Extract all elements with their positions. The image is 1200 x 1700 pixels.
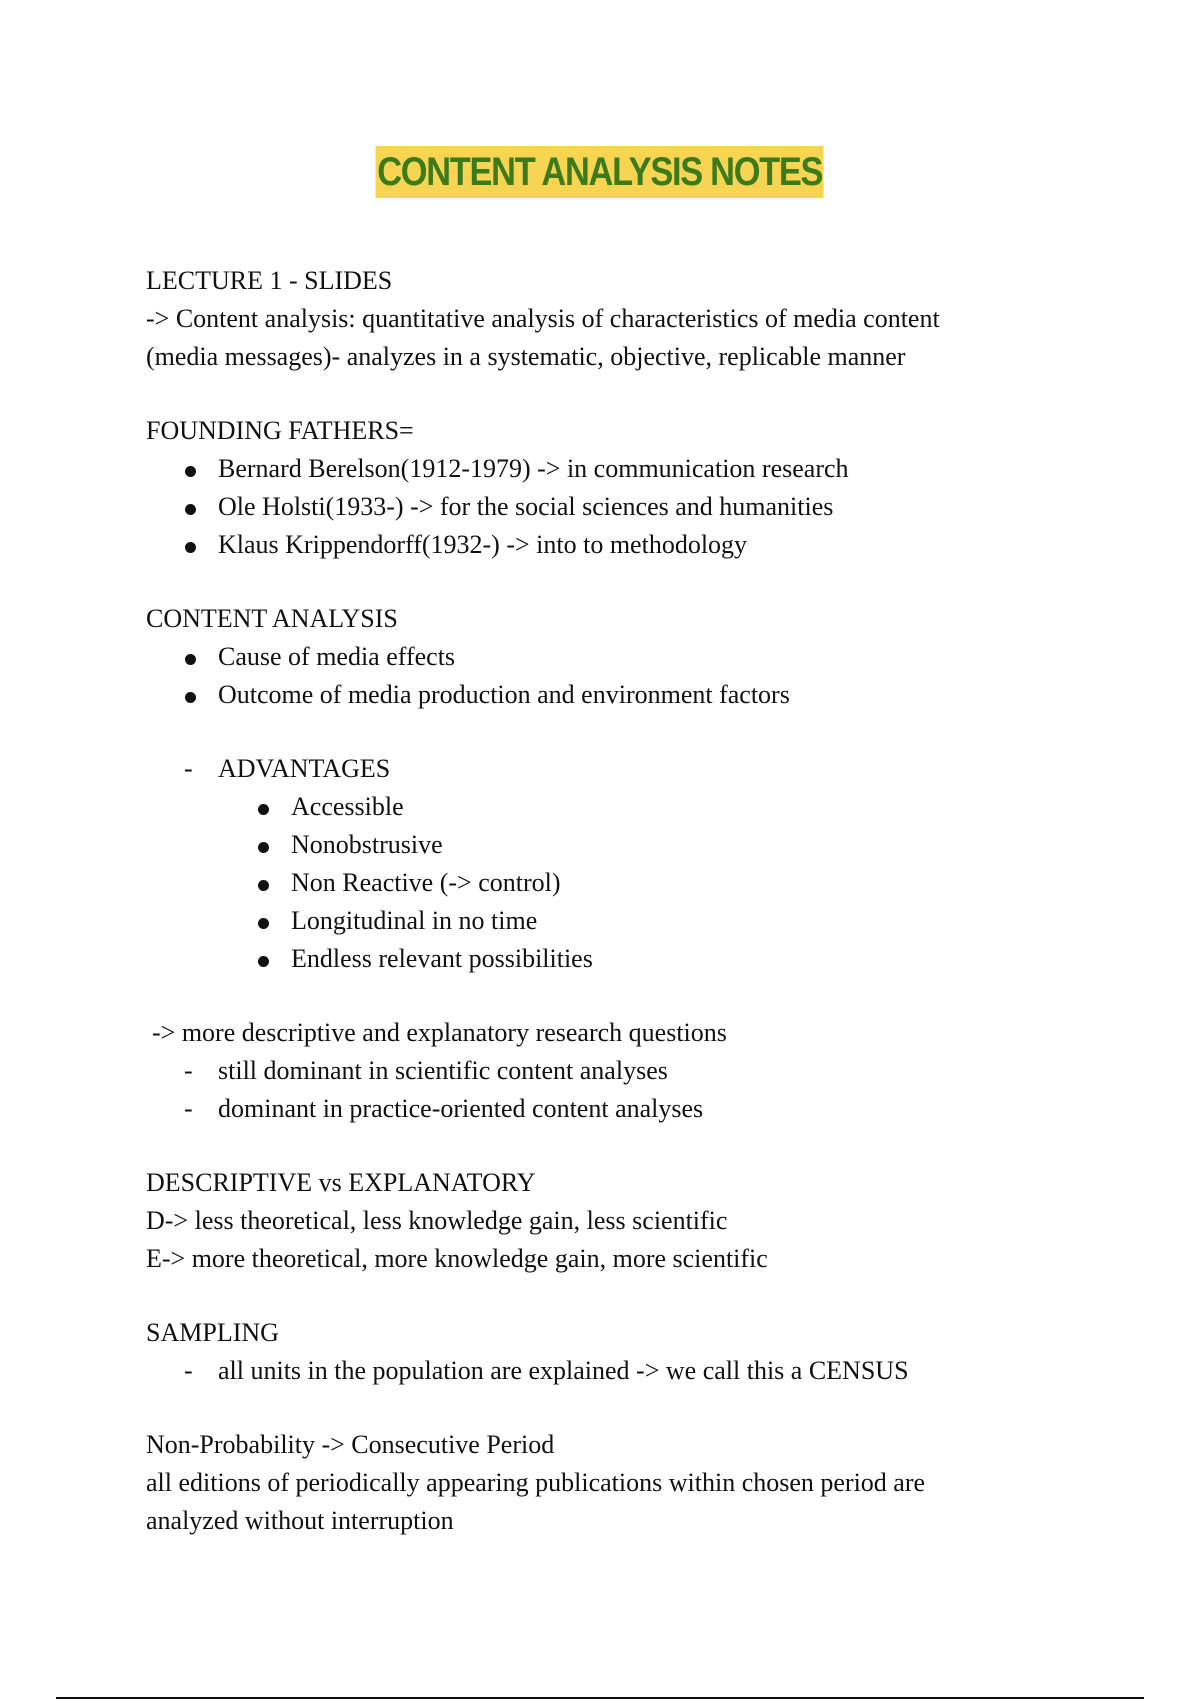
page-title: CONTENT ANALYSIS NOTES [376,146,824,198]
list-item [146,1352,1086,1390]
bullet-icon [185,504,196,515]
descriptive-line: D-> less theoretical, less knowledge gain, less scientific [146,1206,728,1235]
bullet-icon [258,842,269,853]
list-item [146,788,1086,826]
spacer [146,1278,1086,1314]
list-item [146,1090,1086,1128]
dash-marker: - [184,1356,193,1385]
list-item [146,940,1086,978]
list-item [146,488,1086,526]
list-item [146,526,1086,564]
notes-body [146,262,1086,1540]
list-item [146,676,1086,714]
list-item [146,1052,1086,1090]
spacer [146,1390,1086,1426]
bullet-icon [258,804,269,815]
list-item-text: Outcome of media production and environment factors [218,680,790,709]
list-item-text: Non Reactive (-> control) [291,868,561,897]
bullet-icon [185,654,196,665]
non-probability-line-1: all editions of periodically appearing publications within chosen period are [146,1468,926,1497]
dash-marker: - [184,1056,193,1085]
content-analysis-heading: CONTENT ANALYSIS [146,604,398,633]
list-item-text: all units in the population are explained -> we call this a CENSUS [218,1356,909,1385]
advantages-heading-row [146,750,1086,788]
list-item-text: Nonobstrusive [291,830,443,859]
spacer [146,564,1086,600]
list-item-text: Klaus Krippendorff(1932-) -> into to methodology [218,530,748,559]
list-item-text: dominant in practice-oriented content analyses [218,1094,704,1123]
spacer [146,1128,1086,1164]
definition-line-2: (media messages)- analyzes in a systematic, objective, replicable manner [146,342,906,371]
research-questions-lead: -> more descriptive and explanatory research questions [152,1018,727,1047]
list-item-text: Endless relevant possibilities [291,944,593,973]
bullet-icon [258,918,269,929]
bullet-icon [185,466,196,477]
explanatory-line: E-> more theoretical, more knowledge gain, more scientific [146,1244,768,1273]
dash-marker: - [184,1094,193,1123]
list-item-text: Accessible [291,792,404,821]
list-item [146,638,1086,676]
lecture-heading: LECTURE 1 - SLIDES [146,266,393,295]
title-container [0,146,1200,198]
spacer [146,714,1086,750]
list-item [146,902,1086,940]
bullet-icon [185,542,196,553]
non-probability-line-2: analyzed without interruption [146,1506,454,1535]
bullet-icon [258,956,269,967]
non-probability-heading: Non-Probability -> Consecutive Period [146,1430,555,1459]
dash-marker: - [184,754,193,783]
descriptive-explanatory-heading: DESCRIPTIVE vs EXPLANATORY [146,1168,536,1197]
bullet-icon [185,692,196,703]
advantages-heading: ADVANTAGES [218,754,391,783]
definition-line-1: -> Content analysis: quantitative analysis of characteristics of media content [146,304,940,333]
spacer [146,376,1086,412]
sampling-heading: SAMPLING [146,1318,279,1347]
list-item-text: still dominant in scientific content analyses [218,1056,668,1085]
page-bottom-rule [56,1697,1144,1699]
spacer [146,978,1086,1014]
bullet-icon [258,880,269,891]
list-item-text: Cause of media effects [218,642,456,671]
list-item [146,864,1086,902]
list-item-text: Longitudinal in no time [291,906,538,935]
founding-fathers-heading: FOUNDING FATHERS= [146,416,414,445]
list-item-text: Bernard Berelson(1912-1979) -> in communication research [218,454,849,483]
list-item-text: Ole Holsti(1933-) -> for the social sciences and humanities [218,492,834,521]
list-item [146,450,1086,488]
list-item [146,826,1086,864]
